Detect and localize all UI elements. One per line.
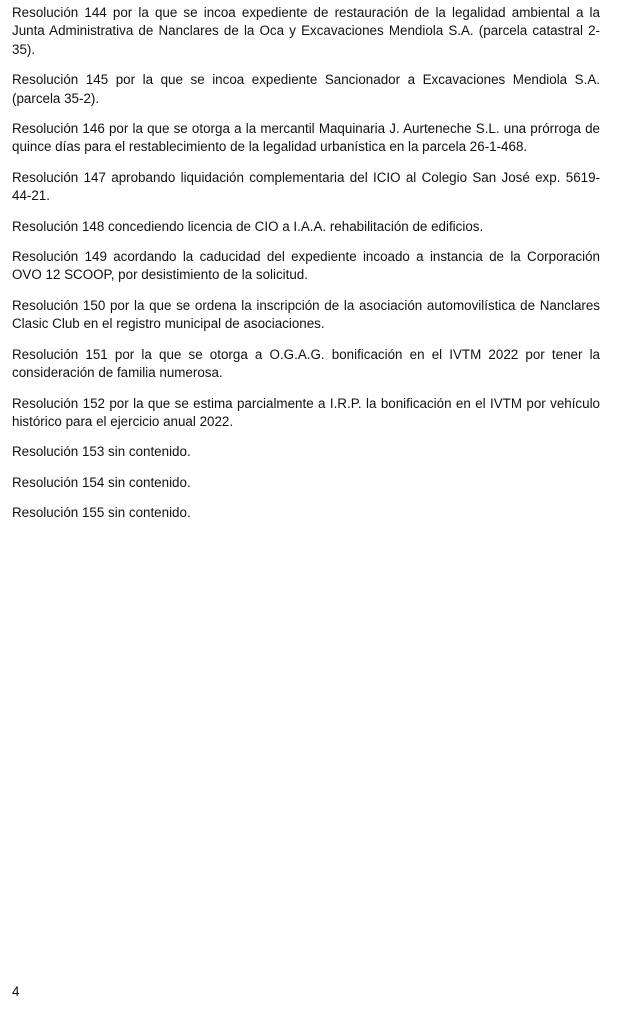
paragraph-resolution-155: Resolución 155 sin contenido. bbox=[12, 505, 191, 521]
paragraph-resolution-152: Resolución 152 por la que se estima parcialmente a I.R.P. la bonificación en el IVTM por vehículo histórico para el ejercicio anual 2022. bbox=[12, 395, 600, 429]
page-number: 4 bbox=[12, 984, 20, 999]
paragraph-resolution-147: Resolución 147 aprobando liquidación complementaria del ICIO al Colegio San José exp. 5619-44-21. bbox=[12, 169, 600, 204]
paragraph-resolution-146: Resolución 146 por la que se otorga a la mercantil Maquinaria J. Aurteneche S.L. una prórroga de quince días para el restablecimiento de la legalidad urbanística en la parcela 26-1-468. bbox=[12, 121, 600, 155]
resolutions-list bbox=[12, 4, 600, 535]
paragraph-resolution-145: Resolución 145 por la que se incoa expediente Sancionador a Excavaciones Mendiola S.A. (parcela 35-2). bbox=[12, 72, 600, 106]
paragraph-resolution-149: Resolución 149 acordando la caducidad del expediente incoado a instancia de la Corporación OVO 12 SCOOP, por desistimiento de la solicitud. bbox=[12, 249, 600, 283]
paragraph-resolution-144: Resolución 144 por la que se incoa expediente de restauración de la legalidad ambiental a la Junta Administrativa de Nanclares de la Oca y Excavaciones Mendiola S.A. (parcela catastral 2-35). bbox=[12, 5, 600, 57]
paragraph-resolution-154: Resolución 154 sin contenido. bbox=[12, 474, 191, 490]
paragraph-resolution-148: Resolución 148 concediendo licencia de CIO a I.A.A. rehabilitación de edificios. bbox=[12, 218, 484, 234]
paragraph-resolution-153: Resolución 153 sin contenido. bbox=[12, 444, 191, 460]
paragraph-resolution-151: Resolución 151 por la que se otorga a O.G.A.G. bonificación en el IVTM 2022 por tener la consideración de familia numerosa. bbox=[12, 346, 600, 381]
paragraph-resolution-150: Resolución 150 por la que se ordena la inscripción de la asociación automovilística de Nanclares Clasic Club en el registro municipal de asociaciones. bbox=[12, 297, 600, 332]
